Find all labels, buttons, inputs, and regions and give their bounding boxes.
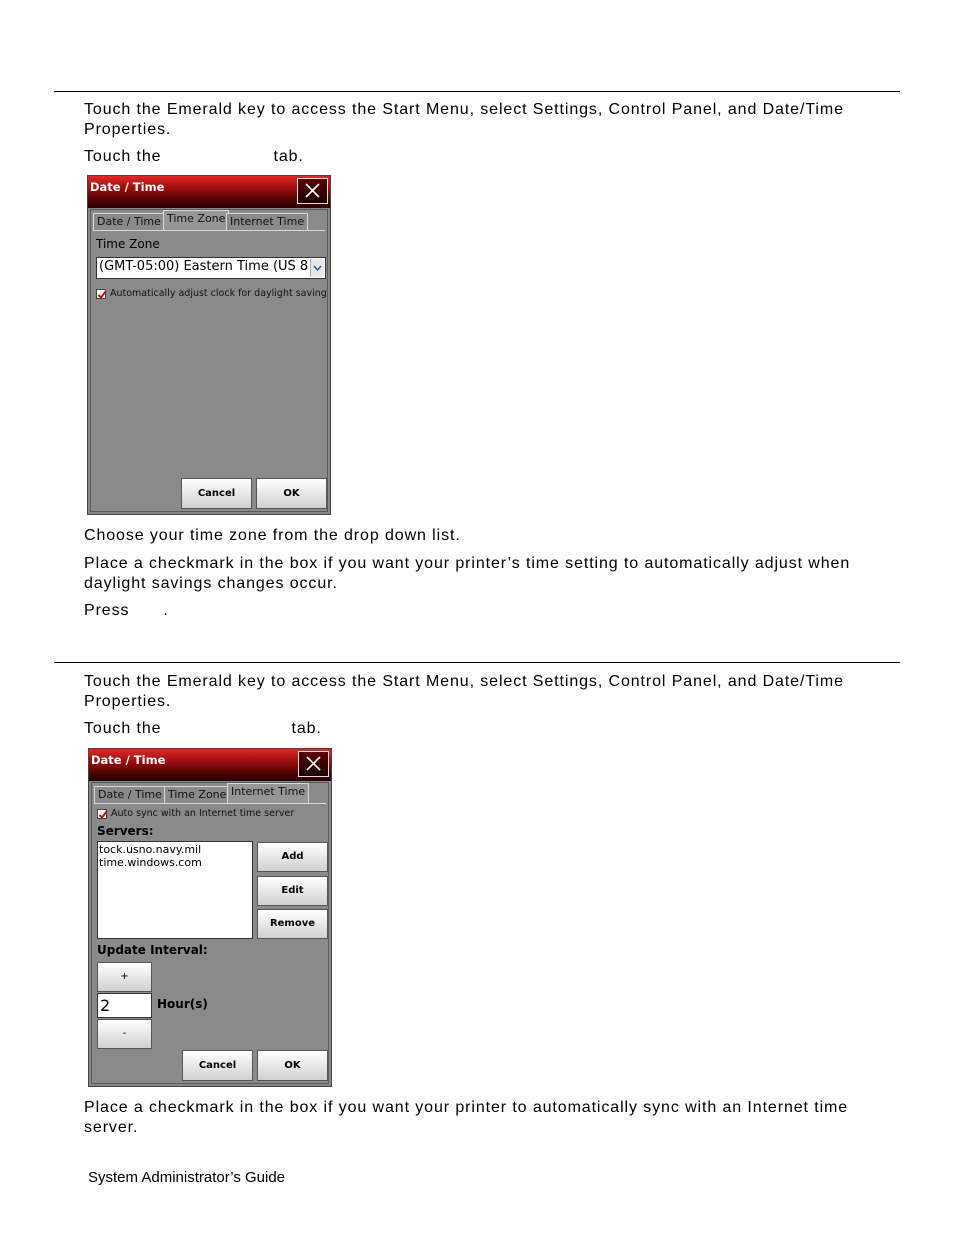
edit-button[interactable]: Edit (257, 876, 328, 906)
dst-checkbox-label: Automatically adjust clock for daylight saving (110, 288, 327, 299)
s1-step2-pre: Touch the (84, 148, 162, 165)
s1-step1: Touch the Emerald key to access the Start Menu, select Settings, Control Panel, and Date/Time Properties. (84, 101, 844, 138)
list-item[interactable]: time.windows.com (99, 856, 202, 869)
s2-step2-pre: Touch the (84, 720, 162, 737)
timezone-label: Time Zone (96, 237, 160, 251)
s2-step3: Place a checkmark in the box if you want your printer to automatically sync with an Internet time server. (84, 1099, 849, 1136)
s1-step5-pre: Press (84, 602, 130, 619)
dialog-titlebar (88, 176, 330, 208)
checkmark-icon (98, 810, 108, 820)
tab-date-time[interactable]: Date / Time (94, 786, 166, 803)
s2-step1: Touch the Emerald key to access the Start Menu, select Settings, Control Panel, and Date/Time Properties. (84, 673, 844, 710)
date-time-dialog-timezone (87, 175, 331, 515)
dialog-titlebar (89, 749, 331, 781)
footer-text: System Administrator’s Guide (88, 1169, 286, 1186)
s1-step2-post: tab. (273, 148, 304, 165)
close-icon (305, 183, 320, 198)
list-item[interactable]: tock.usno.navy.mil (99, 843, 202, 856)
s1-step4: Place a checkmark in the box if you want your printer’s time setting to automatically adjust when daylight savings changes occur. (84, 555, 851, 592)
tab-time-zone[interactable]: Time Zone (163, 210, 229, 230)
autosync-label: Auto sync with an Internet time server (111, 808, 295, 819)
add-button[interactable]: Add (257, 842, 328, 872)
tab-time-zone[interactable]: Time Zone (164, 786, 230, 803)
timezone-dropdown[interactable] (96, 257, 326, 279)
s1-step3: Choose your time zone from the drop down list. (84, 527, 461, 544)
section-1-rule (54, 91, 900, 92)
close-button[interactable] (297, 178, 328, 204)
servers-list[interactable] (97, 841, 253, 939)
remove-button[interactable]: Remove (257, 909, 328, 939)
interval-minus-button[interactable]: - (97, 1019, 152, 1049)
autosync-checkbox[interactable] (97, 809, 107, 819)
tab-date-time[interactable]: Date / Time (93, 213, 165, 230)
tab-internet-time[interactable]: Internet Time (227, 783, 309, 803)
s2-step2-post: tab. (291, 720, 322, 737)
dialog-title: Date / Time (91, 753, 166, 767)
s1-step5 (84, 601, 894, 621)
dialog-body (90, 209, 328, 512)
s2-step2 (84, 719, 894, 739)
hours-label: Hour(s) (157, 997, 208, 1011)
close-icon (306, 756, 321, 771)
interval-plus-button[interactable]: + (97, 962, 152, 992)
timezone-value: (GMT-05:00) Eastern Time (US 8 (99, 259, 309, 274)
tab-internet-time[interactable]: Internet Time (226, 213, 308, 230)
servers-label: Servers: (97, 824, 154, 838)
chevron-down-icon (310, 259, 324, 277)
dialog-body (91, 782, 329, 1084)
dialog-title: Date / Time (90, 180, 165, 194)
section-2-rule (54, 662, 900, 663)
close-button[interactable] (298, 751, 329, 777)
ok-button[interactable]: OK (256, 478, 327, 509)
cancel-button[interactable]: Cancel (182, 1050, 253, 1081)
date-time-dialog-internet (88, 748, 332, 1087)
dst-checkbox[interactable] (96, 289, 106, 299)
ok-button[interactable]: OK (257, 1050, 328, 1081)
interval-input[interactable]: 2 (97, 993, 152, 1018)
s1-step5-post: . (163, 602, 169, 619)
s1-step2 (84, 147, 894, 167)
update-interval-label: Update Interval: (97, 943, 208, 957)
tab-divider (93, 230, 325, 231)
tab-divider (94, 803, 326, 804)
checkmark-icon (97, 290, 107, 300)
cancel-button[interactable]: Cancel (181, 478, 252, 509)
